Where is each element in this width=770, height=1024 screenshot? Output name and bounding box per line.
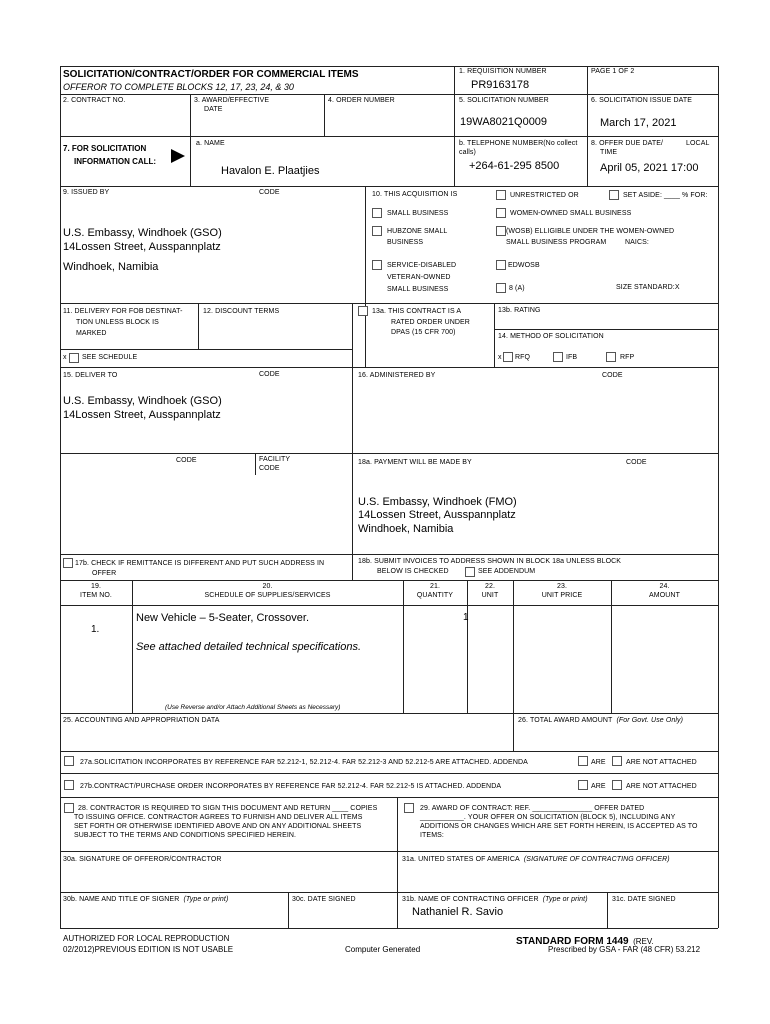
hubzone-checkbox[interactable] — [372, 226, 382, 236]
clause-27b-are-label: ARE — [591, 783, 606, 790]
acquisition-label: 10. THIS ACQUISITION IS — [372, 191, 458, 198]
telephone-value[interactable]: +264-61-295 8500 — [469, 160, 560, 172]
eight-a-checkbox[interactable] — [496, 283, 506, 293]
form-subtitle: OFFEROR TO COMPLETE BLOCKS 12, 17, 23, 24, & 30 — [63, 82, 294, 92]
block-29-checkbox[interactable] — [404, 803, 414, 813]
date-signed-31c-label: 31c. DATE SIGNED — [612, 896, 676, 903]
contact-name-value[interactable]: Havalon E. Plaatjies — [221, 165, 320, 177]
telephone-label: b. TELEPHONE NUMBER(No collect — [459, 140, 578, 147]
form-title: SOLICITATION/CONTRACT/ORDER FOR COMMERCIAL ITEMS — [63, 69, 359, 80]
signer-name-label: 30b. NAME AND TITLE OF SIGNER (Type or print) — [63, 896, 229, 903]
clause-27a-are-label: ARE — [591, 759, 606, 766]
col-unit-price-num: 23. — [556, 583, 568, 590]
see-schedule-label: SEE SCHEDULE — [82, 354, 138, 361]
rule — [403, 580, 404, 713]
sdvosb-label-2: VETERAN-OWNED — [387, 274, 451, 281]
rule — [454, 66, 455, 186]
block-29-line2: ___________. YOUR OFFER ON SOLICITATION (BLOCK 5), INCLUDING ANY — [420, 814, 676, 821]
clause-27a-are-not-checkbox[interactable] — [612, 756, 622, 766]
contracting-officer-note: (Type or print) — [542, 896, 588, 903]
footer-computer-generated: Computer Generated — [345, 945, 421, 954]
small-business-label: SMALL BUSINESS — [387, 210, 449, 217]
item-description: New Vehicle – 5-Seater, Crossover. — [136, 612, 310, 624]
footer-prescribed: Prescribed by GSA - FAR (48 CFR) 53.212 — [548, 945, 701, 954]
submit-invoices-label: 18b. SUBMIT INVOICES TO ADDRESS SHOWN IN BLOCK 18a UNLESS BLOCK — [358, 558, 622, 565]
deliver-to-code-label: CODE — [259, 371, 280, 378]
clause-27a-text: 27a.SOLICITATION INCORPORATES BY REFERENCE FAR 52.212-1, 52.212-4. FAR 52.212-3 AND 52.212-5 ARE ATTACHED. ADDENDA — [80, 759, 528, 766]
rule — [60, 94, 454, 95]
col-schedule-num: 20. — [262, 583, 273, 590]
item-number: 1. — [91, 624, 100, 635]
sdvosb-label: SERVICE-DISABLED — [387, 262, 457, 269]
issued-by-line1: U.S. Embassy, Windhoek (GSO) — [63, 227, 222, 239]
block-28-line3: SET FORTH OR OTHERWISE IDENTIFIED ABOVE AND ON ANY ADDITIONAL SHEETS — [74, 823, 362, 830]
footer-previous-edition: 02/2012)PREVIOUS EDITION IS NOT USABLE — [63, 945, 234, 954]
remittance-label: 17b. CHECK IF REMITTANCE IS DIFFERENT AND PUT SUCH ADDRESS IN — [75, 560, 325, 567]
wosb-checkbox[interactable] — [496, 226, 506, 236]
footer-form-rev: (REV. — [633, 937, 654, 946]
col-quantity-num: 21. — [429, 583, 441, 590]
deliver-to-line2: 14Lossen Street, Ausspannplatz — [63, 409, 221, 421]
naics-label: NAICS: — [625, 239, 649, 246]
issued-by-line2: 14Lossen Street, Ausspannplatz — [63, 241, 221, 253]
footer-form-name: STANDARD FORM 1449 (REV. — [516, 936, 654, 947]
item-note: See attached detailed technical specifications. — [136, 641, 362, 653]
for-solicitation-label: 7. FOR SOLICITATION — [63, 144, 147, 153]
wosb-label-2: SMALL BUSINESS PROGRAM — [506, 239, 607, 246]
rating-label: 13b. RATING — [498, 307, 541, 314]
issued-by-label: 9. ISSUED BY — [63, 189, 110, 196]
contract-no-label: 2. CONTRACT NO. — [63, 97, 126, 104]
clause-27b-are-not-checkbox[interactable] — [612, 780, 622, 790]
offer-due-local-label: LOCAL — [686, 140, 710, 147]
rule — [60, 367, 718, 368]
item-quantity: 1 — [463, 612, 469, 623]
set-aside-label: SET ASIDE: ____ % FOR: — [623, 192, 708, 199]
block-28-line2: TO ISSUING OFFICE. CONTRACTOR AGREES TO FURNISH AND DELIVER ALL ITEMS — [74, 814, 363, 821]
rule — [718, 66, 719, 928]
rfq-mark: x — [498, 354, 502, 361]
rule — [587, 66, 588, 186]
rule — [397, 797, 398, 928]
issue-date-value[interactable]: March 17, 2021 — [600, 117, 677, 129]
payment-by-label: 18a. PAYMENT WILL BE MADE BY — [358, 459, 472, 466]
signature-usa-note: (SIGNATURE OF CONTRACTING OFFICER) — [523, 856, 670, 863]
block-28-line4: SUBJECT TO THE TERMS AND CONDITIONS SPECIFIED HEREIN. — [74, 832, 297, 839]
rule — [60, 66, 61, 928]
deliver-to-label: 15. DELIVER TO — [63, 372, 118, 379]
rated-order-label: 13a. THIS CONTRACT IS A — [372, 308, 462, 315]
method-label: 14. METHOD OF SOLICITATION — [498, 333, 604, 340]
rule — [60, 851, 718, 852]
rated-order-label-3: DPAS (15 CFR 700) — [391, 329, 456, 336]
information-call-label: INFORMATION CALL: — [74, 157, 157, 166]
rfq-label: RFQ — [515, 354, 531, 361]
block-29-line4: ITEMS: — [420, 832, 444, 839]
rfq-checkbox[interactable] — [503, 352, 513, 362]
offer-due-value[interactable]: April 05, 2021 17:00 — [600, 162, 699, 174]
rule — [60, 928, 718, 929]
rule — [60, 580, 718, 581]
rule — [467, 580, 468, 713]
rule — [60, 453, 718, 454]
rule — [60, 186, 718, 187]
col-unit: UNIT — [481, 592, 499, 599]
footer-authorized: AUTHORIZED FOR LOCAL REPRODUCTION — [63, 934, 230, 943]
women-owned-checkbox[interactable] — [496, 208, 506, 218]
rule — [611, 580, 612, 713]
rule — [288, 892, 289, 928]
col-amount: AMOUNT — [649, 592, 680, 599]
wosb-label: (WOSB) ELLIGIBLE UNDER THE WOMEN-OWNED — [506, 228, 675, 235]
rule — [494, 329, 718, 330]
delivery-label-2: TION UNLESS BLOCK IS — [76, 319, 159, 326]
signer-name-note: (Type or print) — [183, 896, 229, 903]
delivery-label: 11. DELIVERY FOR FOB DESTINAT- — [63, 308, 183, 315]
offer-due-time-label: TIME — [600, 149, 618, 156]
contracting-officer-name[interactable]: Nathaniel R. Savio — [412, 906, 504, 918]
col-unit-num: 22. — [484, 583, 496, 590]
administered-by-code-label: CODE — [602, 372, 623, 379]
rule — [190, 94, 191, 136]
solicitation-number-label: 5. SOLICITATION NUMBER — [459, 97, 549, 104]
discount-terms-label: 12. DISCOUNT TERMS — [203, 308, 280, 315]
block-29-line3: ADDITIONS OR CHANGES WHICH ARE SET FORTH HEREIN, IS ACCEPTED AS TO — [420, 823, 698, 830]
telephone-note: calls) — [459, 149, 476, 156]
rule — [60, 797, 718, 798]
rule — [60, 136, 718, 137]
page-number: PAGE 1 OF 2 — [591, 68, 635, 75]
issued-by-line3: Windhoek, Namibia — [63, 261, 159, 273]
accounting-label: 25. ACCOUNTING AND APPROPRIATION DATA — [63, 717, 220, 724]
reverse-note: (Use Reverse and/or Attach Additional Sheets as Necessary) — [165, 704, 341, 711]
block-29-line1: 29. AWARD OF CONTRACT: REF. _______________ OFFER DATED — [420, 805, 645, 812]
clause-27a-are-checkbox[interactable] — [578, 756, 588, 766]
col-item-no-num: 19. — [90, 583, 102, 590]
remittance-label-2: OFFER — [92, 570, 117, 577]
rule — [60, 773, 718, 774]
rule — [60, 66, 718, 67]
set-aside-checkbox[interactable] — [609, 190, 619, 200]
rule — [324, 94, 325, 136]
clause-27b-checkbox[interactable] — [64, 780, 74, 790]
rule — [352, 303, 353, 554]
clause-27b-are-not-label: ARE NOT ATTACHED — [626, 783, 697, 790]
issue-date-label: 6. SOLICITATION ISSUE DATE — [591, 97, 693, 104]
clause-27a-checkbox[interactable] — [64, 756, 74, 766]
delivery-label-3: MARKED — [76, 330, 107, 337]
see-addendum-checkbox[interactable] — [465, 567, 475, 577]
unrestricted-checkbox[interactable] — [496, 190, 506, 200]
small-business-checkbox[interactable] — [372, 208, 382, 218]
rule — [513, 580, 514, 751]
rule — [198, 303, 199, 349]
payment-line2: 14Lossen Street, Ausspannplatz — [358, 509, 516, 521]
rfp-checkbox[interactable] — [606, 352, 616, 362]
issued-by-code-label: CODE — [259, 189, 280, 196]
sdvosb-label-3: SMALL BUSINESS — [387, 286, 449, 293]
rule — [255, 453, 256, 475]
rule — [60, 605, 718, 606]
requisition-label: 1. REQUISITION NUMBER — [459, 68, 547, 75]
payment-code-label: CODE — [626, 459, 647, 466]
rule — [60, 713, 718, 714]
facility-code-label: FACILITY — [259, 456, 291, 463]
signature-usa-label: 31a. UNITED STATES OF AMERICA (SIGNATURE OF CONTRACTING OFFICER) — [402, 856, 670, 863]
block-28-checkbox[interactable] — [64, 803, 74, 813]
col-item-no: ITEM NO. — [80, 592, 112, 599]
col-quantity: QUANTITY — [416, 592, 454, 599]
unrestricted-label: UNRESTRICTED OR — [510, 192, 579, 199]
clause-27b-text: 27b.CONTRACT/PURCHASE ORDER INCORPORATES BY REFERENCE FAR 52.212-4. FAR 52.212-5 IS ATTACHED. ADDENDA — [80, 783, 502, 790]
women-owned-label: WOMEN-OWNED SMALL BUSINESS — [510, 210, 632, 217]
see-schedule-checkbox[interactable] — [69, 353, 79, 363]
rated-order-label-2: RATED ORDER UNDER — [391, 319, 470, 326]
rule — [60, 751, 718, 752]
rule — [494, 303, 495, 367]
name-label: a. NAME — [196, 140, 225, 147]
payment-line3: Windhoek, Namibia — [358, 523, 454, 535]
total-award-note: (For Govt. Use Only) — [616, 717, 684, 724]
see-addendum-label: SEE ADDENDUM — [478, 568, 536, 575]
rated-order-checkbox[interactable] — [358, 306, 368, 316]
deliver-to-line1: U.S. Embassy, Windhoek (GSO) — [63, 395, 222, 407]
block-28-line1: 28. CONTRACTOR IS REQUIRED TO SIGN THIS DOCUMENT AND RETURN ____ COPIES — [78, 805, 378, 812]
hubzone-label: HUBZONE SMALL — [387, 228, 448, 235]
rule — [60, 892, 718, 893]
rfp-label: RFP — [620, 354, 635, 361]
edwosb-label: EDWOSB — [508, 262, 540, 269]
rule — [190, 136, 191, 186]
submit-invoices-label-2: BELOW IS CHECKED — [377, 568, 449, 575]
clause-27a-are-not-label: ARE NOT ATTACHED — [626, 759, 697, 766]
hubzone-label-2: BUSINESS — [387, 239, 424, 246]
rule — [60, 349, 352, 350]
rule — [607, 892, 608, 928]
rule — [365, 186, 366, 367]
award-date-label: 3. AWARD/EFFECTIVE — [194, 97, 270, 104]
offer-due-label: 8. OFFER DUE DATE/ — [591, 140, 664, 147]
eight-a-label: 8 (A) — [509, 285, 525, 292]
ifb-label: IFB — [566, 354, 578, 361]
arrow-right-icon — [171, 149, 185, 163]
sdvosb-checkbox[interactable] — [372, 260, 382, 270]
contracting-officer-label: 31b. NAME OF CONTRACTING OFFICER (Type or print) — [402, 896, 588, 903]
edwosb-checkbox[interactable] — [496, 260, 506, 270]
col-unit-price: UNIT PRICE — [541, 592, 583, 599]
clause-27b-are-checkbox[interactable] — [578, 780, 588, 790]
order-number-label: 4. ORDER NUMBER — [328, 97, 395, 104]
contractor-code-label: CODE — [176, 457, 197, 464]
solicitation-number-value[interactable]: 19WA8021Q0009 — [460, 116, 548, 128]
rule — [132, 580, 133, 713]
payment-line1: U.S. Embassy, Windhoek (FMO) — [358, 496, 517, 508]
rule — [454, 94, 718, 95]
facility-code-label-2: CODE — [259, 465, 280, 472]
rule — [60, 303, 718, 304]
award-date-label-2: DATE — [204, 106, 223, 113]
rule — [352, 554, 353, 580]
administered-by-label: 16. ADMINISTERED BY — [358, 372, 436, 379]
rule — [60, 554, 718, 555]
date-signed-30c-label: 30c. DATE SIGNED — [292, 896, 356, 903]
col-schedule: SCHEDULE OF SUPPLIES/SERVICES — [204, 592, 331, 599]
size-standard-label: SIZE STANDARD:X — [616, 284, 680, 291]
col-amount-num: 24. — [659, 583, 670, 590]
total-award-label: 26. TOTAL AWARD AMOUNT (For Govt. Use Only) — [518, 717, 684, 724]
see-schedule-mark: x — [63, 354, 67, 361]
requisition-value[interactable]: PR9163178 — [471, 79, 530, 91]
ifb-checkbox[interactable] — [553, 352, 563, 362]
remittance-checkbox[interactable] — [63, 558, 73, 568]
signature-offeror-label: 30a. SIGNATURE OF OFFEROR/CONTRACTOR — [63, 856, 222, 863]
